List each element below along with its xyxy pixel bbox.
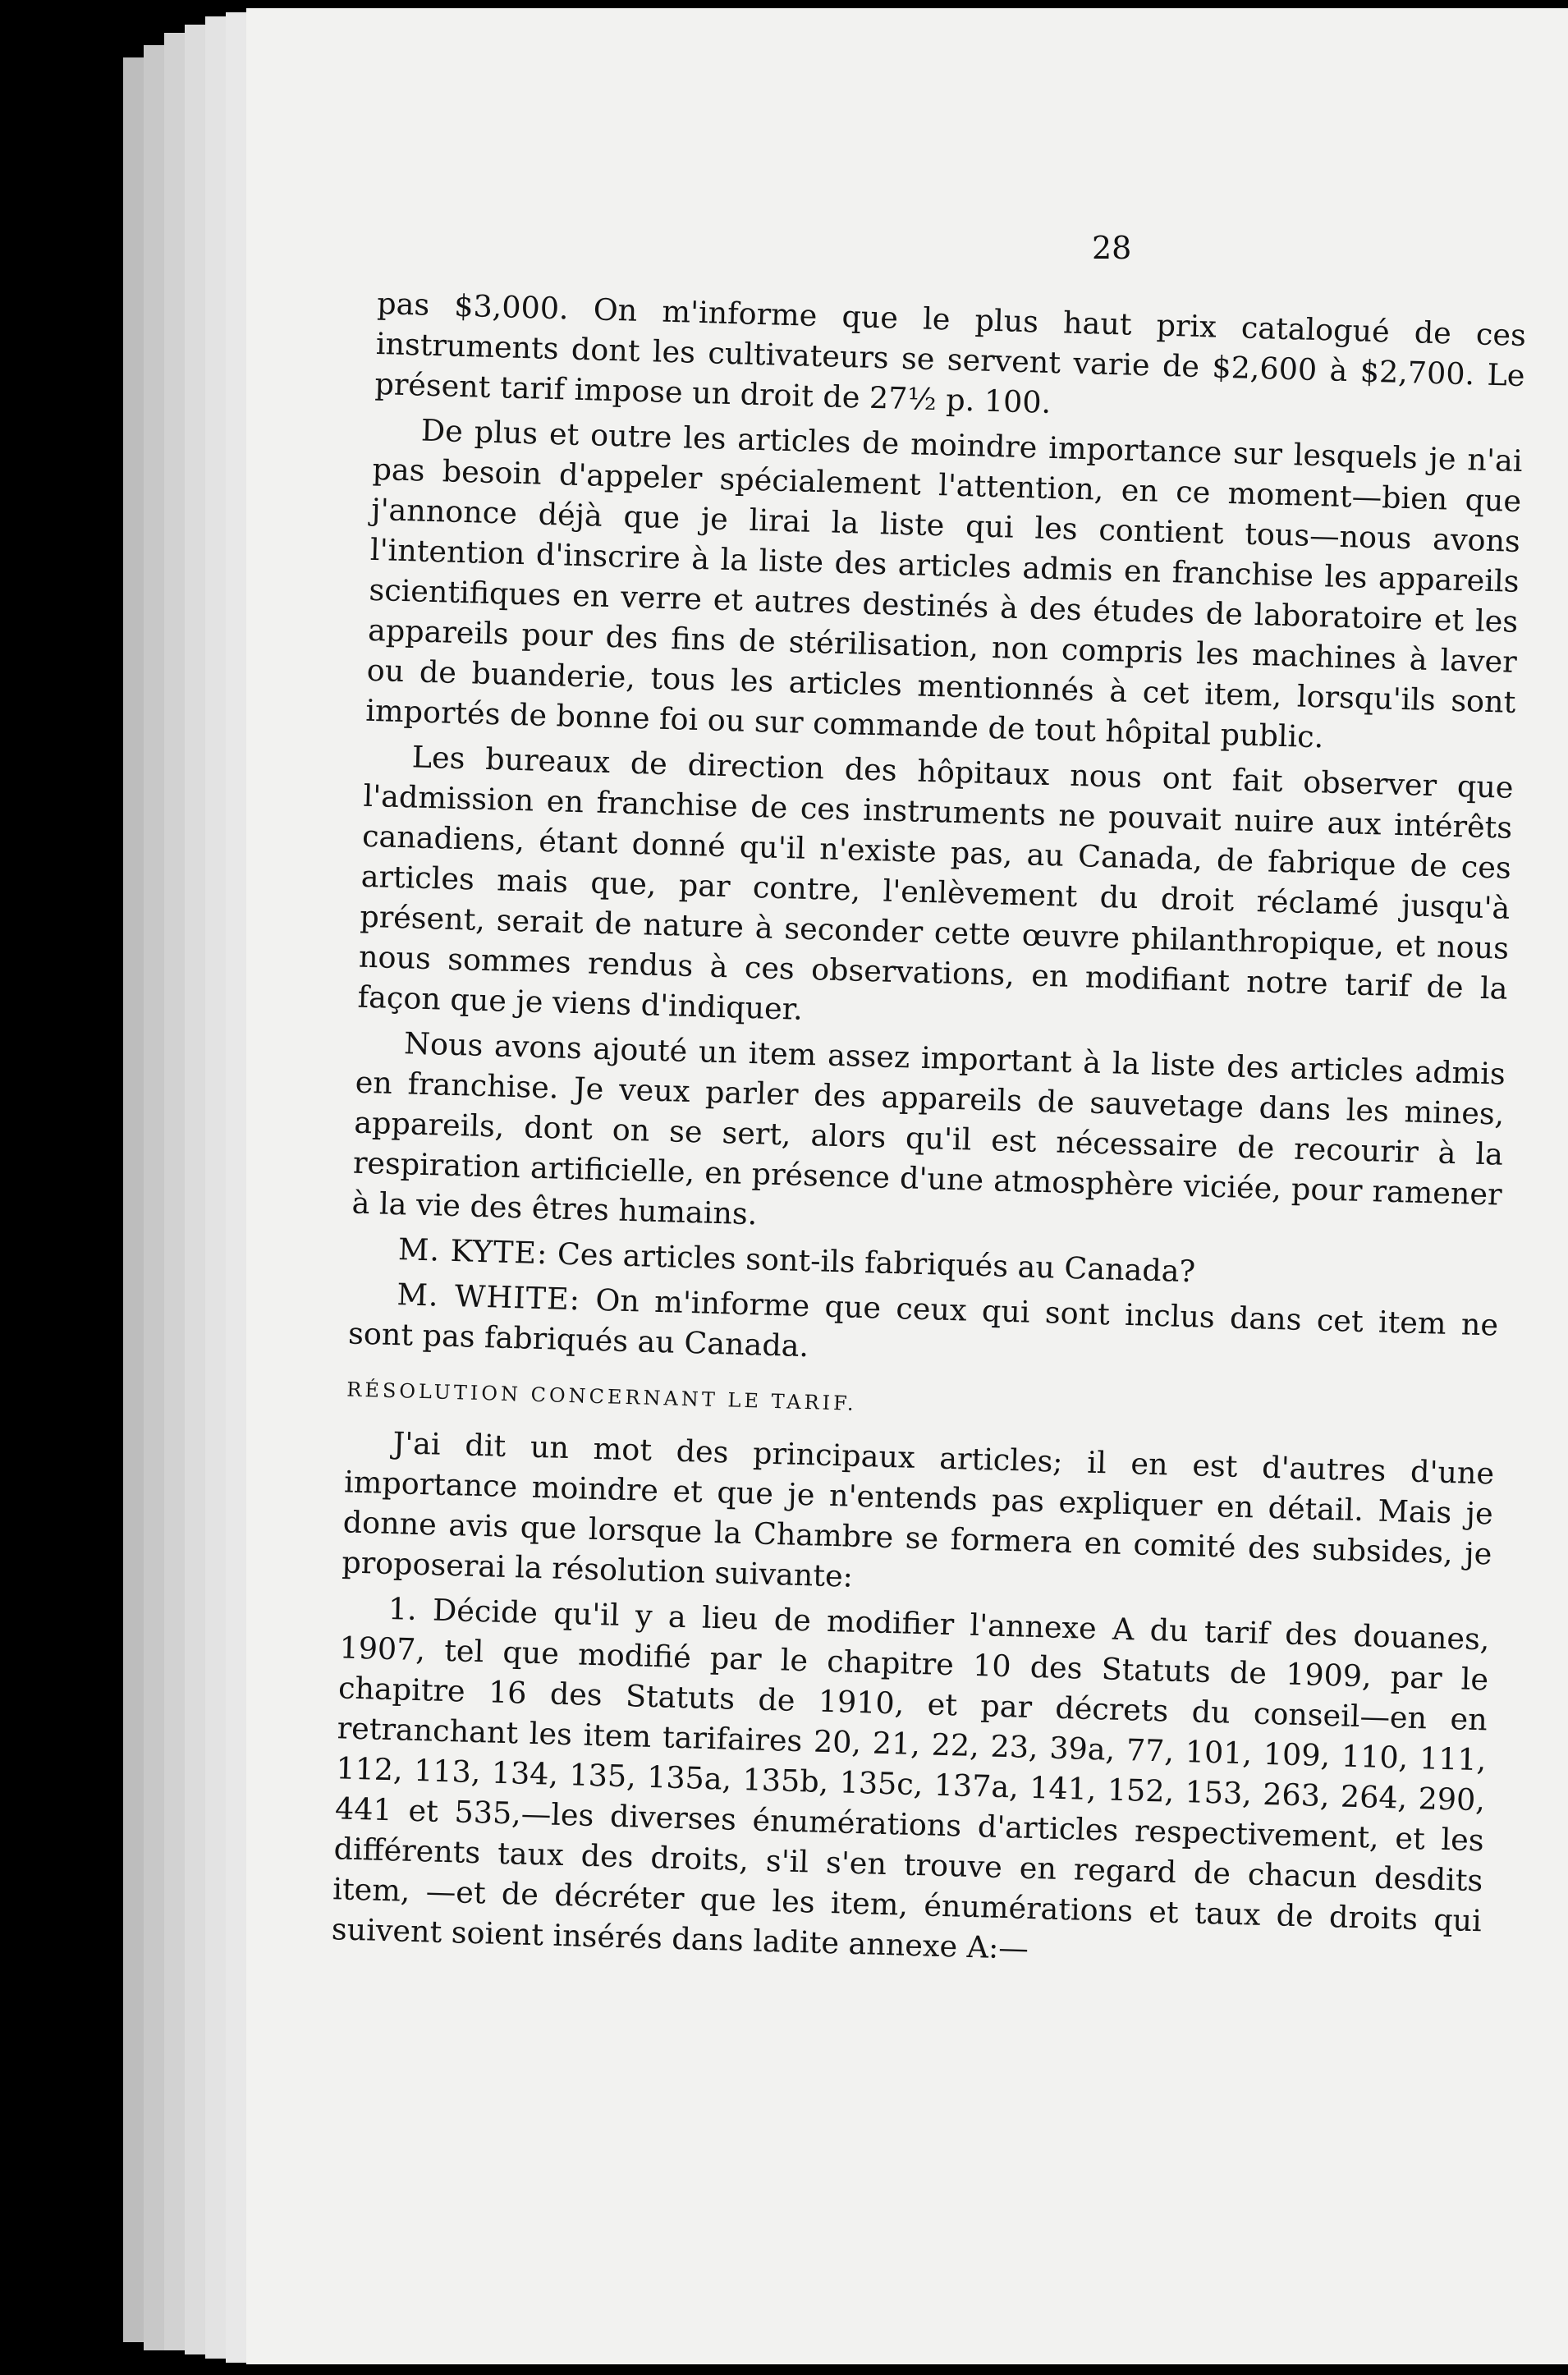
paragraph-1: pas $3,000. On m'informe que le plus haut prix catalogué de ces instruments dont les cultivateurs se servent varie de $2,600 à $2,700. Le présent tarif impose un droit de 27½ p. 100. [374, 285, 1527, 420]
page-number: 28 [1092, 230, 1132, 266]
paragraph-5: J'ai dit un mot des principaux articles; il en est d'autres d'une importance moindre et que je n'entends pas expliquer en détail. Mais je donne avis que lorsque la Chambre se formera en comité des subsides, je proposerai la résolution suivante: [341, 1425, 1495, 1594]
speaker-kyte: M. KYTE: [397, 1231, 548, 1272]
speaker-white: M. WHITE: [397, 1277, 581, 1318]
document-body [331, 283, 1526, 1981]
paragraph-4: Nous avons ajouté un item assez important à la liste des articles admis en franchise. Je veux parler des appareils de sauvetage dans les mines, appareils, dont on se sert, alors qu'il est nécessaire de recourir à la respiration artificielle, en présence d'une atmosphère viciée, pour ramener à la vie des êtres humains. [351, 1025, 1506, 1232]
paragraph-3: Les bureaux de direction des hôpitaux nous ont fait observer que l'admission en franchise de ces instruments ne pouvait nuire aux intérêts canadiens, étant donné qu'il n'existe pas, au Canada, de fabrique de ces articles mais que, par contre, l'enlèvement du droit réclamé jusqu'à présent, serait de nature à seconder cette œuvre philanthropique, et nous nous sommes rendus à ces observations, en modifiant notre tarif de la façon que je viens d'indiquer. [357, 739, 1514, 1027]
kyte-text: Ces articles sont-ils fabriqués au Canada? [557, 1236, 1196, 1290]
white-text: On m'informe que ceux qui sont inclus dans cet item ne sont pas fabriqués au Canada. [347, 1281, 1499, 1364]
section-heading: RÉSOLUTION CONCERNANT LE TARIF. [346, 1378, 858, 1415]
paragraph-6: 1. Décide qu'il y a lieu de modifier l'annexe A du tarif des douanes, 1907, tel que modifié par le chapitre 10 des Statuts de 1909, par le chapitre 16 des Statuts de 1910, et par décrets du conseil—en en retranchant les item tarifaires 20, 21, 22, 23, 39a, 77, 101, 109, 110, 111, 112, 113, 134, 135, 135a, 135b, 135c, 137a, 141, 152, 153, 263, 264, 290, 441 et 535,—les diverses énumérations d'articles respectivement, et les différents taux des droits, s'il s'en trouve en regard de chacun desdits item, —et de décréter que les item, énumérations et taux de droits qui suivent soient insérés dans ladite annexe A:— [331, 1590, 1491, 1966]
paragraph-2: De plus et outre les articles de moindre importance sur lesquels je n'ai pas besoin d'appeler spécialement l'attention, en ce moment—bien que j'annonce déjà que je lirai la liste qui les contient tous—nous avons l'intention d'inscrire à la liste des articles admis en franchise les appareils scientifiques en verre et autres destinés à des études de laboratoire et les appareils pour des fins de stérilisation, non compris les machines à laver ou de buanderie, tous les articles mentionnés à cet item, lorsqu'ils sont importés de bonne foi ou sur commande de tout hôpital public. [364, 412, 1524, 755]
